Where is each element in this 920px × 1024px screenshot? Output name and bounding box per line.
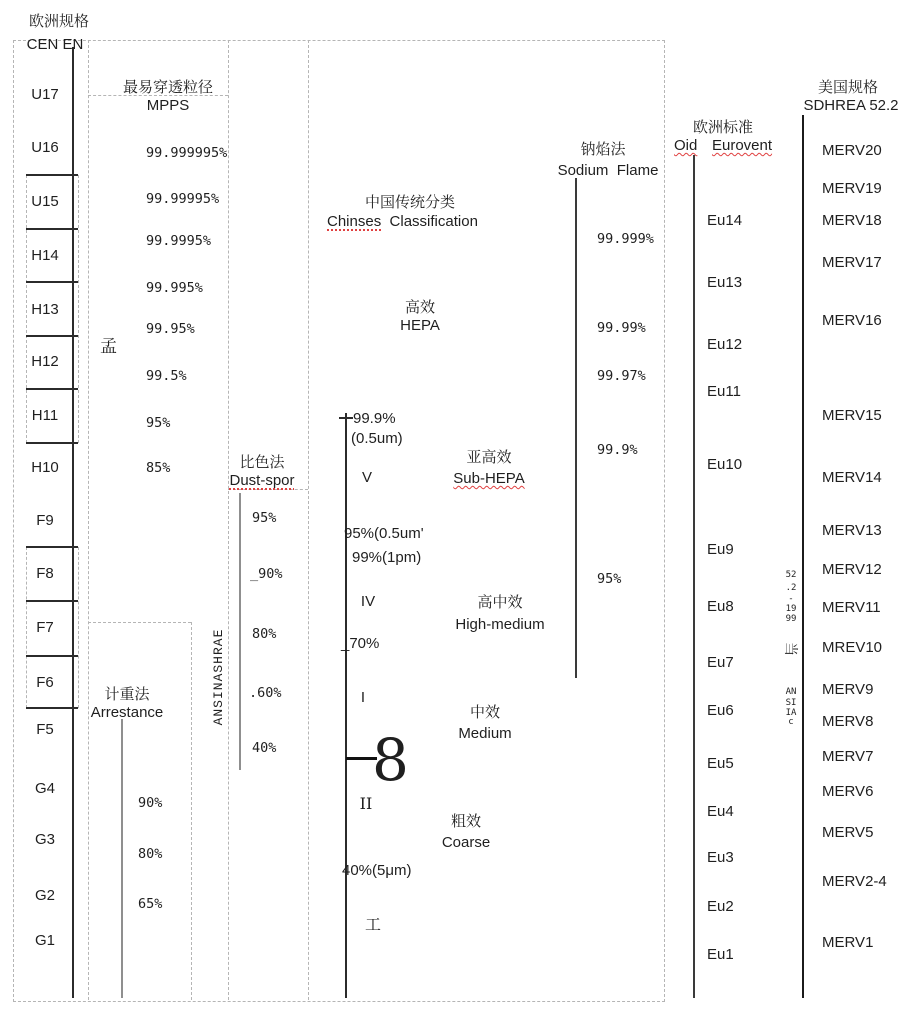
word-gap bbox=[381, 213, 389, 230]
sodium-title-cn: 钠焰法 bbox=[580, 141, 626, 158]
eurovent-class: Eu12 bbox=[707, 336, 743, 353]
sidenote-rotated-char: 当 bbox=[783, 642, 799, 656]
arrestance-box-top-border bbox=[88, 622, 191, 623]
column-separator-3 bbox=[308, 40, 309, 1000]
cen-class: F5 bbox=[36, 721, 54, 738]
sidenote-line: 52 bbox=[785, 570, 797, 580]
dustspot-value: .60% bbox=[249, 685, 282, 701]
china-title-en bbox=[327, 213, 478, 231]
eurovent-class: Eu2 bbox=[707, 898, 734, 915]
cen-class: H14 bbox=[31, 247, 59, 264]
merv-class: MERV2-4 bbox=[822, 873, 887, 890]
column-separator-1 bbox=[88, 40, 89, 1000]
cen-class: F7 bbox=[36, 619, 54, 636]
eurovent-class: Eu3 bbox=[707, 849, 734, 866]
china-scale-tick-top bbox=[339, 417, 353, 419]
china-title-en-word1: Chinses bbox=[327, 213, 382, 230]
arrestance-value: 65% bbox=[138, 896, 163, 912]
eurovent-class: Eu6 bbox=[707, 702, 734, 719]
china-grade-i: I bbox=[360, 689, 366, 706]
dustspot-scale-line bbox=[239, 493, 241, 770]
eurovent-class: Eu4 bbox=[707, 803, 734, 820]
cen-class: H13 bbox=[31, 301, 59, 318]
class-tick bbox=[26, 442, 78, 444]
sodium-value: 99.9% bbox=[597, 442, 638, 458]
china-category-en: High-medium bbox=[455, 616, 545, 633]
dustspot-title-cn: 比色法 bbox=[239, 454, 285, 471]
cen-class: F8 bbox=[36, 565, 54, 582]
class-tick bbox=[26, 707, 78, 709]
merv-class: MERV11 bbox=[822, 599, 881, 616]
arrestance-title-cn: 计重法 bbox=[104, 686, 150, 703]
arrestance-box-right-border bbox=[191, 622, 192, 1000]
sidenote-line: IA bbox=[785, 708, 797, 718]
eurovent-oid-label: Oid bbox=[674, 137, 698, 154]
merv-class: MERV12 bbox=[822, 561, 882, 578]
eu-spec-title: 欧洲规格 bbox=[28, 13, 89, 30]
sidenote-line: - bbox=[788, 594, 794, 604]
class-box-right-upper bbox=[78, 175, 79, 443]
china-scale-mark: 95%(0.5um' bbox=[344, 525, 424, 542]
us-title-en: SDHREA 52.2 bbox=[803, 97, 899, 114]
eurovent-axis-line bbox=[693, 155, 695, 998]
china-category-en: Coarse bbox=[441, 834, 491, 851]
merv-class: MERV17 bbox=[822, 254, 882, 271]
arrestance-value: 80% bbox=[138, 846, 163, 862]
merv-class: MERV8 bbox=[822, 713, 874, 730]
sodium-value: 99.999% bbox=[597, 231, 654, 247]
merv-class: MERV5 bbox=[822, 824, 874, 841]
class-tick bbox=[26, 546, 78, 548]
sidenote-line: SI bbox=[785, 698, 797, 708]
class-tick bbox=[26, 228, 78, 230]
column-separator-2 bbox=[228, 40, 229, 1000]
mpps-value: 95% bbox=[146, 415, 171, 431]
mpps-value: 99.5% bbox=[146, 368, 187, 384]
sidenote-line-clipped: 99 bbox=[785, 614, 797, 621]
cen-en-label: CEN EN bbox=[26, 36, 84, 53]
sodium-title-en: Sodium Flame bbox=[557, 162, 659, 179]
sidenote-line: .2 bbox=[785, 583, 797, 593]
sidenote-line: 19 bbox=[785, 604, 797, 614]
china-scale-line bbox=[345, 413, 347, 998]
cen-axis-line bbox=[72, 47, 74, 998]
cen-class: H11 bbox=[31, 407, 59, 424]
china-category-cn: 中效 bbox=[469, 704, 500, 721]
china-grade-iv: IV bbox=[360, 593, 376, 610]
mpps-value: 99.995% bbox=[146, 280, 203, 296]
china-scale-mark: 99.9% bbox=[353, 410, 396, 427]
cen-class: G4 bbox=[34, 780, 55, 797]
arrestance-title-en: Arrestance bbox=[90, 704, 164, 721]
merv-class: MERV18 bbox=[822, 212, 882, 229]
merv-class: MERV14 bbox=[822, 469, 882, 486]
eurovent-class: Eu11 bbox=[707, 383, 741, 400]
arrestance-value: 90% bbox=[138, 795, 163, 811]
cen-class: U15 bbox=[31, 193, 59, 210]
dustspot-value: 40% bbox=[252, 740, 277, 756]
china-category-en: Sub-HEPA bbox=[453, 470, 525, 487]
outer-dashed-border bbox=[13, 40, 665, 1002]
dustspot-title-en: Dust-spor bbox=[229, 472, 295, 489]
china-category-cn: 亚高效 bbox=[466, 449, 512, 466]
china-grade-ii: II bbox=[359, 794, 373, 813]
merv-class: MERV15 bbox=[822, 407, 882, 424]
class-tick bbox=[26, 174, 78, 176]
china-category-cn: 高中效 bbox=[477, 594, 523, 611]
merv-class: MERV9 bbox=[822, 681, 874, 698]
mpps-value: 99.9995% bbox=[146, 233, 212, 249]
cen-class: U16 bbox=[31, 139, 59, 156]
cen-class: H12 bbox=[31, 353, 59, 370]
merv-class: MERV16 bbox=[822, 312, 882, 329]
stray-character: 孟 bbox=[100, 337, 117, 356]
sidenote-line: AN bbox=[785, 687, 797, 697]
class-tick bbox=[26, 281, 78, 283]
us-title-cn: 美国规格 bbox=[817, 79, 878, 96]
large-eight-artifact: 8 bbox=[372, 726, 409, 794]
eurovent-class: Eu10 bbox=[707, 456, 743, 473]
cen-class: H10 bbox=[31, 459, 59, 476]
cen-class: G2 bbox=[34, 887, 55, 904]
dustspot-value: _90% bbox=[250, 566, 283, 582]
eurovent-class: Eu5 bbox=[707, 755, 734, 772]
dustspot-value: 95% bbox=[252, 510, 277, 526]
mpps-value: 85% bbox=[146, 460, 171, 476]
china-scale-mark: _70% bbox=[341, 635, 380, 652]
china-category-en: HEPA bbox=[400, 317, 440, 334]
eurovent-class: Eu13 bbox=[707, 274, 743, 291]
mpps-title-en: MPPS bbox=[146, 97, 190, 114]
eurovent-class: Eu14 bbox=[707, 212, 743, 229]
sodium-value: 99.97% bbox=[597, 368, 646, 384]
class-tick bbox=[26, 655, 78, 657]
china-scale-mark: 99%(1pm) bbox=[352, 549, 422, 566]
cen-class: F9 bbox=[36, 512, 54, 529]
china-scale-mark: 40%(5μm) bbox=[342, 862, 412, 879]
eurovent-class: Eu7 bbox=[707, 654, 734, 671]
china-grade-iii-artifact: 工 bbox=[364, 915, 381, 934]
cen-class: G1 bbox=[34, 932, 55, 949]
sodium-value: 99.99% bbox=[597, 320, 646, 336]
sodium-value: 95% bbox=[597, 571, 622, 587]
arrestance-scale-line bbox=[121, 719, 123, 998]
mpps-value: 99.999995% bbox=[146, 145, 228, 161]
china-category-cn: 粗效 bbox=[450, 813, 481, 830]
cen-class: G3 bbox=[34, 831, 55, 848]
sodium-scale-line bbox=[575, 178, 577, 678]
china-category-cn: 高效 bbox=[404, 299, 435, 316]
eurovent-class: Eu9 bbox=[707, 541, 734, 558]
china-scale-mark: (0.5um) bbox=[351, 430, 403, 447]
merv-class: MERV19 bbox=[822, 180, 882, 197]
china-category-en: Medium bbox=[458, 725, 512, 742]
ansi-ashrae-vertical-label: ANSINASHRAE bbox=[211, 628, 226, 726]
class-tick bbox=[26, 388, 78, 390]
merv-class: MERV20 bbox=[822, 142, 882, 159]
china-title-cn: 中国传统分类 bbox=[364, 194, 455, 211]
eurovent-class: Eu1 bbox=[707, 946, 734, 963]
sidenote-line: c bbox=[788, 717, 794, 727]
mpps-title-cn: 最易穿透粒径 bbox=[122, 79, 213, 96]
cen-class: F6 bbox=[36, 674, 54, 691]
merv-class: MERV13 bbox=[822, 522, 882, 539]
cen-class: U17 bbox=[31, 86, 59, 103]
merv-class: MERV7 bbox=[822, 748, 874, 765]
merv-class: MERV6 bbox=[822, 783, 874, 800]
dustspot-value: 80% bbox=[252, 626, 277, 642]
class-tick bbox=[26, 600, 78, 602]
mpps-value: 99.95% bbox=[146, 321, 195, 337]
eurovent-class: Eu8 bbox=[707, 598, 734, 615]
merv-class: MREV10 bbox=[822, 639, 883, 656]
mpps-value: 99.99995% bbox=[146, 191, 220, 207]
merv-axis-line bbox=[802, 115, 804, 998]
class-box-right-lower bbox=[78, 547, 79, 708]
class-tick bbox=[26, 335, 78, 337]
china-grade-v: V bbox=[361, 469, 372, 486]
merv-class: MERV1 bbox=[822, 934, 874, 951]
eurovent-title-en: Eurovent bbox=[712, 137, 773, 154]
china-title-en-word2: Classification bbox=[389, 213, 478, 230]
eurovent-title-cn: 欧洲标准 bbox=[692, 119, 753, 136]
